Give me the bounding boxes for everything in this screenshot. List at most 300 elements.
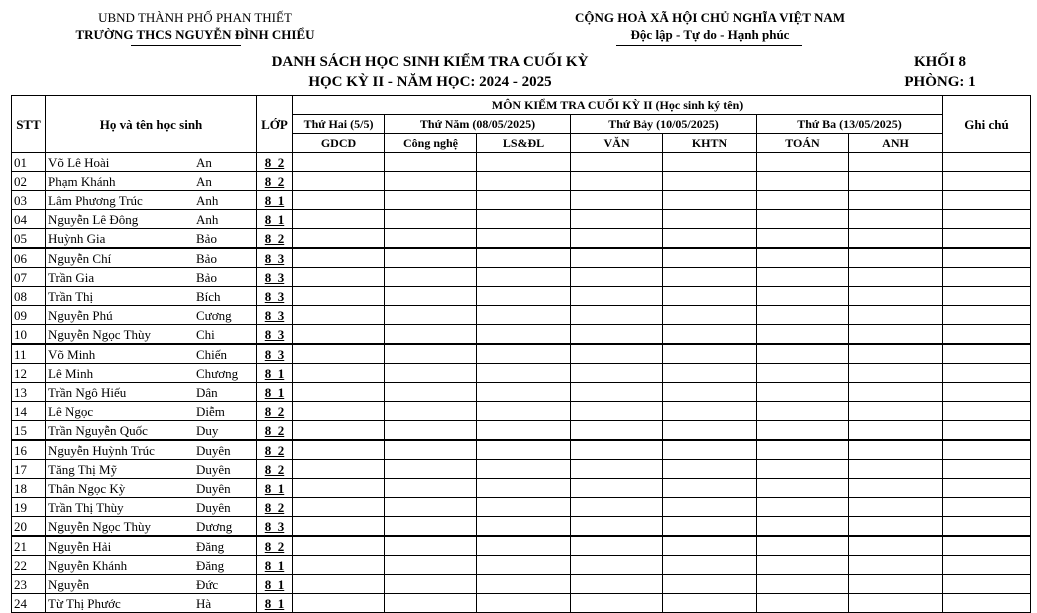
signature-cell[interactable] (571, 421, 663, 441)
signature-cell[interactable] (385, 153, 477, 172)
signature-cell[interactable] (477, 325, 571, 345)
row-stt: 18 (12, 479, 46, 498)
student-last-name: Nguyễn Ngọc Thùy (48, 326, 152, 342)
signature-cell[interactable] (757, 191, 849, 210)
signature-cell[interactable] (293, 153, 385, 172)
signature-cell[interactable] (477, 460, 571, 479)
note-cell[interactable] (943, 248, 1031, 268)
signature-cell[interactable] (663, 210, 757, 229)
signature-cell[interactable] (571, 479, 663, 498)
signature-cell[interactable] (571, 268, 663, 287)
signature-cell[interactable] (385, 325, 477, 345)
row-class: 8_1 (257, 556, 293, 575)
row-name (46, 268, 257, 287)
signature-cell[interactable] (663, 344, 757, 364)
signature-cell[interactable] (571, 344, 663, 364)
signature-cell[interactable] (477, 575, 571, 594)
signature-cell[interactable] (293, 364, 385, 383)
row-class: 8_1 (257, 191, 293, 210)
header-note: Ghi chú (943, 96, 1031, 153)
note-cell[interactable] (943, 153, 1031, 172)
signature-cell[interactable] (757, 440, 849, 460)
note-cell[interactable] (943, 517, 1031, 537)
signature-cell[interactable] (757, 172, 849, 191)
signature-cell[interactable] (385, 575, 477, 594)
signature-cell[interactable] (849, 517, 943, 537)
row-stt: 01 (12, 153, 46, 172)
signature-cell[interactable] (849, 229, 943, 249)
table-row (12, 344, 1031, 364)
signature-cell[interactable] (571, 536, 663, 556)
student-last-name: Trần Ngô Hiếu (48, 384, 127, 400)
student-first-name: Bảo (196, 230, 217, 246)
signature-cell[interactable] (571, 383, 663, 402)
note-cell[interactable] (943, 440, 1031, 460)
signature-cell[interactable] (849, 460, 943, 479)
row-class: 8_3 (257, 306, 293, 325)
signature-cell[interactable] (385, 498, 477, 517)
signature-cell[interactable] (477, 306, 571, 325)
signature-cell[interactable] (385, 402, 477, 421)
page-title: DANH SÁCH HỌC SINH KIỂM TRA CUỐI KỲ (271, 54, 589, 70)
row-name (46, 479, 257, 498)
signature-cell[interactable] (385, 556, 477, 575)
signature-cell[interactable] (293, 421, 385, 441)
row-stt: 22 (12, 556, 46, 575)
signature-cell[interactable] (385, 344, 477, 364)
signature-cell[interactable] (757, 575, 849, 594)
signature-cell[interactable] (293, 402, 385, 421)
signature-cell[interactable] (293, 325, 385, 345)
note-cell[interactable] (943, 191, 1031, 210)
row-name (46, 229, 257, 249)
row-name (46, 440, 257, 460)
signature-cell[interactable] (849, 248, 943, 268)
signature-cell[interactable] (385, 191, 477, 210)
row-name (46, 287, 257, 306)
signature-cell[interactable] (757, 153, 849, 172)
signature-cell[interactable] (571, 210, 663, 229)
signature-cell[interactable] (477, 172, 571, 191)
signature-cell[interactable] (477, 440, 571, 460)
student-first-name: Bảo (196, 250, 217, 266)
signature-cell[interactable] (293, 287, 385, 306)
signature-cell[interactable] (663, 421, 757, 441)
signature-cell[interactable] (571, 287, 663, 306)
signature-cell[interactable] (849, 172, 943, 191)
student-rows (12, 153, 1031, 613)
row-class: 8_2 (257, 536, 293, 556)
signature-cell[interactable] (849, 498, 943, 517)
table-row (12, 383, 1031, 402)
signature-cell[interactable] (757, 402, 849, 421)
signature-cell[interactable] (477, 287, 571, 306)
signature-cell[interactable] (757, 517, 849, 537)
signature-cell[interactable] (663, 325, 757, 345)
row-name (46, 498, 257, 517)
signature-cell[interactable] (571, 306, 663, 325)
signature-cell[interactable] (477, 383, 571, 402)
note-cell[interactable] (943, 172, 1031, 191)
signature-cell[interactable] (663, 575, 757, 594)
signature-cell[interactable] (385, 536, 477, 556)
signature-cell[interactable] (849, 594, 943, 613)
signature-cell[interactable] (293, 479, 385, 498)
table-row (12, 191, 1031, 210)
signature-cell[interactable] (849, 191, 943, 210)
note-cell[interactable] (943, 325, 1031, 345)
signature-cell[interactable] (757, 248, 849, 268)
signature-cell[interactable] (571, 402, 663, 421)
note-cell[interactable] (943, 402, 1031, 421)
subject-header: ANH (849, 134, 943, 153)
signature-cell[interactable] (477, 153, 571, 172)
signature-cell[interactable] (663, 191, 757, 210)
signature-cell[interactable] (385, 306, 477, 325)
signature-cell[interactable] (571, 364, 663, 383)
note-cell[interactable] (943, 306, 1031, 325)
signature-cell[interactable] (849, 210, 943, 229)
signature-cell[interactable] (293, 268, 385, 287)
table-row (12, 460, 1031, 479)
table-row (12, 268, 1031, 287)
signature-cell[interactable] (663, 287, 757, 306)
student-first-name: Chiến (196, 346, 228, 362)
note-cell[interactable] (943, 229, 1031, 249)
student-first-name: Hà (196, 595, 212, 611)
note-cell[interactable] (943, 498, 1031, 517)
signature-cell[interactable] (385, 421, 477, 441)
signature-cell[interactable] (571, 498, 663, 517)
student-first-name: Anh (196, 211, 219, 227)
row-class: 8_1 (257, 383, 293, 402)
row-name (46, 460, 257, 479)
signature-cell[interactable] (293, 229, 385, 249)
row-stt: 19 (12, 498, 46, 517)
signature-cell[interactable] (293, 191, 385, 210)
signature-cell[interactable] (293, 517, 385, 537)
table-row (12, 172, 1031, 191)
row-class: 8_1 (257, 364, 293, 383)
student-last-name: Tăng Thị Mỹ (48, 461, 118, 477)
note-cell[interactable] (943, 479, 1031, 498)
row-class: 8_1 (257, 594, 293, 613)
signature-cell[interactable] (571, 517, 663, 537)
signature-cell[interactable] (757, 498, 849, 517)
signature-cell[interactable] (477, 344, 571, 364)
student-last-name: Võ Lê Hoài (48, 154, 110, 170)
student-last-name: Trần Thị Thùy (48, 499, 124, 515)
note-cell[interactable] (943, 210, 1031, 229)
row-name (46, 402, 257, 421)
note-cell[interactable] (943, 460, 1031, 479)
row-class: 8_2 (257, 172, 293, 191)
signature-cell[interactable] (293, 536, 385, 556)
note-cell[interactable] (943, 383, 1031, 402)
row-class: 8_2 (257, 460, 293, 479)
note-cell[interactable] (943, 287, 1031, 306)
signature-cell[interactable] (663, 498, 757, 517)
student-last-name: Từ Thị Phước (48, 595, 121, 611)
note-cell[interactable] (943, 594, 1031, 613)
signature-cell[interactable] (385, 594, 477, 613)
signature-cell[interactable] (385, 172, 477, 191)
signature-cell[interactable] (663, 556, 757, 575)
signature-cell[interactable] (757, 364, 849, 383)
signature-cell[interactable] (477, 248, 571, 268)
row-name (46, 421, 257, 441)
signature-cell[interactable] (663, 364, 757, 383)
signature-cell[interactable] (757, 306, 849, 325)
row-class: 8_3 (257, 287, 293, 306)
row-name (46, 556, 257, 575)
signature-cell[interactable] (663, 306, 757, 325)
header-class: LỚP (257, 96, 293, 153)
note-cell[interactable] (943, 344, 1031, 364)
signature-cell[interactable] (477, 268, 571, 287)
signature-cell[interactable] (385, 517, 477, 537)
signature-cell[interactable] (293, 344, 385, 364)
signature-cell[interactable] (477, 402, 571, 421)
student-first-name: Duyên (196, 442, 231, 458)
student-first-name: Duyên (196, 480, 231, 496)
row-name (46, 517, 257, 537)
signature-cell[interactable] (571, 153, 663, 172)
student-first-name: Đăng (196, 557, 225, 573)
note-cell[interactable] (943, 268, 1031, 287)
note-cell[interactable] (943, 364, 1031, 383)
signature-cell[interactable] (849, 306, 943, 325)
student-last-name: Huỳnh Gia (48, 230, 106, 246)
row-name (46, 344, 257, 364)
signature-cell[interactable] (293, 460, 385, 479)
student-last-name: Nguyễn Chí (48, 250, 112, 266)
signature-cell[interactable] (385, 479, 477, 498)
signature-cell[interactable] (849, 421, 943, 441)
signature-cell[interactable] (757, 210, 849, 229)
signature-cell[interactable] (757, 325, 849, 345)
row-class: 8_1 (257, 575, 293, 594)
student-first-name: Duy (196, 422, 219, 438)
student-first-name: Đức (196, 576, 219, 592)
motto: Độc lập - Tự do - Hạnh phúc (630, 27, 790, 42)
signature-cell[interactable] (849, 364, 943, 383)
signature-cell[interactable] (663, 594, 757, 613)
signature-cell[interactable] (293, 575, 385, 594)
signature-cell[interactable] (571, 248, 663, 268)
signature-cell[interactable] (849, 556, 943, 575)
table-row (12, 536, 1031, 556)
signature-cell[interactable] (293, 556, 385, 575)
signature-cell[interactable] (849, 575, 943, 594)
signature-cell[interactable] (477, 517, 571, 537)
subject-header: GDCD (293, 134, 385, 153)
row-class: 8_3 (257, 517, 293, 537)
signature-cell[interactable] (571, 440, 663, 460)
day-header: Thứ Bảy (10/05/2025) (571, 115, 757, 134)
signature-cell[interactable] (477, 421, 571, 441)
signature-cell[interactable] (757, 556, 849, 575)
student-last-name: Trần Gia (48, 269, 95, 285)
signature-cell[interactable] (571, 325, 663, 345)
signature-cell[interactable] (849, 153, 943, 172)
table-row (12, 575, 1031, 594)
signature-cell[interactable] (293, 210, 385, 229)
signature-cell[interactable] (663, 268, 757, 287)
signature-cell[interactable] (757, 383, 849, 402)
student-last-name: Trần Thị (48, 288, 94, 304)
row-name (46, 325, 257, 345)
signature-cell[interactable] (757, 594, 849, 613)
signature-cell[interactable] (293, 383, 385, 402)
signature-cell[interactable] (757, 229, 849, 249)
signature-cell[interactable] (385, 383, 477, 402)
signature-cell[interactable] (849, 479, 943, 498)
signature-cell[interactable] (849, 383, 943, 402)
table-row (12, 287, 1031, 306)
row-name (46, 594, 257, 613)
signature-cell[interactable] (385, 364, 477, 383)
signature-cell[interactable] (663, 153, 757, 172)
signature-cell[interactable] (293, 498, 385, 517)
row-class: 8_2 (257, 229, 293, 249)
signature-cell[interactable] (571, 460, 663, 479)
signature-cell[interactable] (477, 479, 571, 498)
row-stt: 07 (12, 268, 46, 287)
student-last-name: Nguyễn Phú (48, 307, 113, 323)
signature-cell[interactable] (663, 440, 757, 460)
signature-cell[interactable] (663, 460, 757, 479)
signature-cell[interactable] (385, 210, 477, 229)
note-cell[interactable] (943, 536, 1031, 556)
signature-cell[interactable] (477, 536, 571, 556)
signature-cell[interactable] (849, 440, 943, 460)
signature-cell[interactable] (663, 536, 757, 556)
signature-cell[interactable] (571, 172, 663, 191)
table-row (12, 594, 1031, 613)
signature-cell[interactable] (477, 191, 571, 210)
signature-cell[interactable] (757, 421, 849, 441)
table-row (12, 402, 1031, 421)
row-name (46, 191, 257, 210)
signature-cell[interactable] (663, 172, 757, 191)
signature-cell[interactable] (757, 460, 849, 479)
signature-cell[interactable] (293, 248, 385, 268)
row-stt: 08 (12, 287, 46, 306)
note-cell[interactable] (943, 421, 1031, 441)
subject-header: TOÁN (757, 134, 849, 153)
signature-cell[interactable] (385, 460, 477, 479)
student-first-name: Duyên (196, 499, 231, 515)
row-name (46, 364, 257, 383)
student-last-name: Nguyễn Khánh (48, 557, 128, 573)
table-row (12, 306, 1031, 325)
signature-cell[interactable] (757, 536, 849, 556)
signature-cell[interactable] (477, 594, 571, 613)
row-class: 8_3 (257, 344, 293, 364)
signature-cell[interactable] (849, 344, 943, 364)
signature-cell[interactable] (477, 556, 571, 575)
signature-cell[interactable] (385, 440, 477, 460)
student-last-name: Lê Ngọc (48, 403, 94, 419)
signature-cell[interactable] (849, 536, 943, 556)
page-subtitle: HỌC KỲ II - NĂM HỌC: 2024 - 2025 (308, 74, 552, 90)
student-last-name: Trần Nguyễn Quốc (48, 422, 148, 438)
note-cell[interactable] (943, 575, 1031, 594)
signature-cell[interactable] (477, 210, 571, 229)
student-first-name: Dân (196, 384, 218, 400)
signature-cell[interactable] (293, 306, 385, 325)
signature-cell[interactable] (849, 268, 943, 287)
signature-cell[interactable] (663, 383, 757, 402)
signature-cell[interactable] (385, 268, 477, 287)
student-last-name: Nguyễn Hải (48, 538, 112, 554)
signature-cell[interactable] (571, 594, 663, 613)
row-name (46, 536, 257, 556)
signature-cell[interactable] (477, 498, 571, 517)
signature-cell[interactable] (385, 229, 477, 249)
student-first-name: Bảo (196, 269, 217, 285)
row-stt: 11 (12, 344, 46, 364)
signature-cell[interactable] (571, 575, 663, 594)
day-header: Thứ Hai (5/5) (293, 115, 385, 134)
signature-cell[interactable] (663, 229, 757, 249)
signature-cell[interactable] (571, 229, 663, 249)
signature-cell[interactable] (663, 517, 757, 537)
student-last-name: Nguyễn Lê Đông (48, 211, 139, 227)
signature-cell[interactable] (757, 268, 849, 287)
row-stt: 24 (12, 594, 46, 613)
row-stt: 16 (12, 440, 46, 460)
signature-cell[interactable] (477, 364, 571, 383)
row-stt: 15 (12, 421, 46, 441)
signature-cell[interactable] (293, 594, 385, 613)
signature-cell[interactable] (663, 479, 757, 498)
table-row (12, 556, 1031, 575)
signature-cell[interactable] (571, 191, 663, 210)
signature-cell[interactable] (293, 172, 385, 191)
row-stt: 02 (12, 172, 46, 191)
signature-cell[interactable] (385, 248, 477, 268)
subject-header: Công nghệ (385, 134, 477, 153)
signature-cell[interactable] (849, 402, 943, 421)
header-name: Họ và tên học sinh (46, 96, 257, 153)
signature-cell[interactable] (849, 325, 943, 345)
signature-cell[interactable] (757, 344, 849, 364)
signature-cell[interactable] (293, 440, 385, 460)
header-stt: STT (12, 96, 46, 153)
table-row (12, 153, 1031, 172)
signature-cell[interactable] (663, 248, 757, 268)
signature-cell[interactable] (571, 556, 663, 575)
student-first-name: Cương (196, 307, 232, 323)
row-name (46, 153, 257, 172)
signature-cell[interactable] (663, 402, 757, 421)
row-class: 8_2 (257, 440, 293, 460)
note-cell[interactable] (943, 556, 1031, 575)
student-first-name: Chương (196, 365, 239, 381)
table-row (12, 210, 1031, 229)
student-first-name: An (196, 154, 212, 170)
signature-cell[interactable] (757, 479, 849, 498)
row-class: 8_2 (257, 421, 293, 441)
signature-cell[interactable] (757, 287, 849, 306)
signature-cell[interactable] (385, 287, 477, 306)
row-stt: 14 (12, 402, 46, 421)
signature-cell[interactable] (477, 229, 571, 249)
row-class: 8_1 (257, 210, 293, 229)
signature-cell[interactable] (849, 287, 943, 306)
